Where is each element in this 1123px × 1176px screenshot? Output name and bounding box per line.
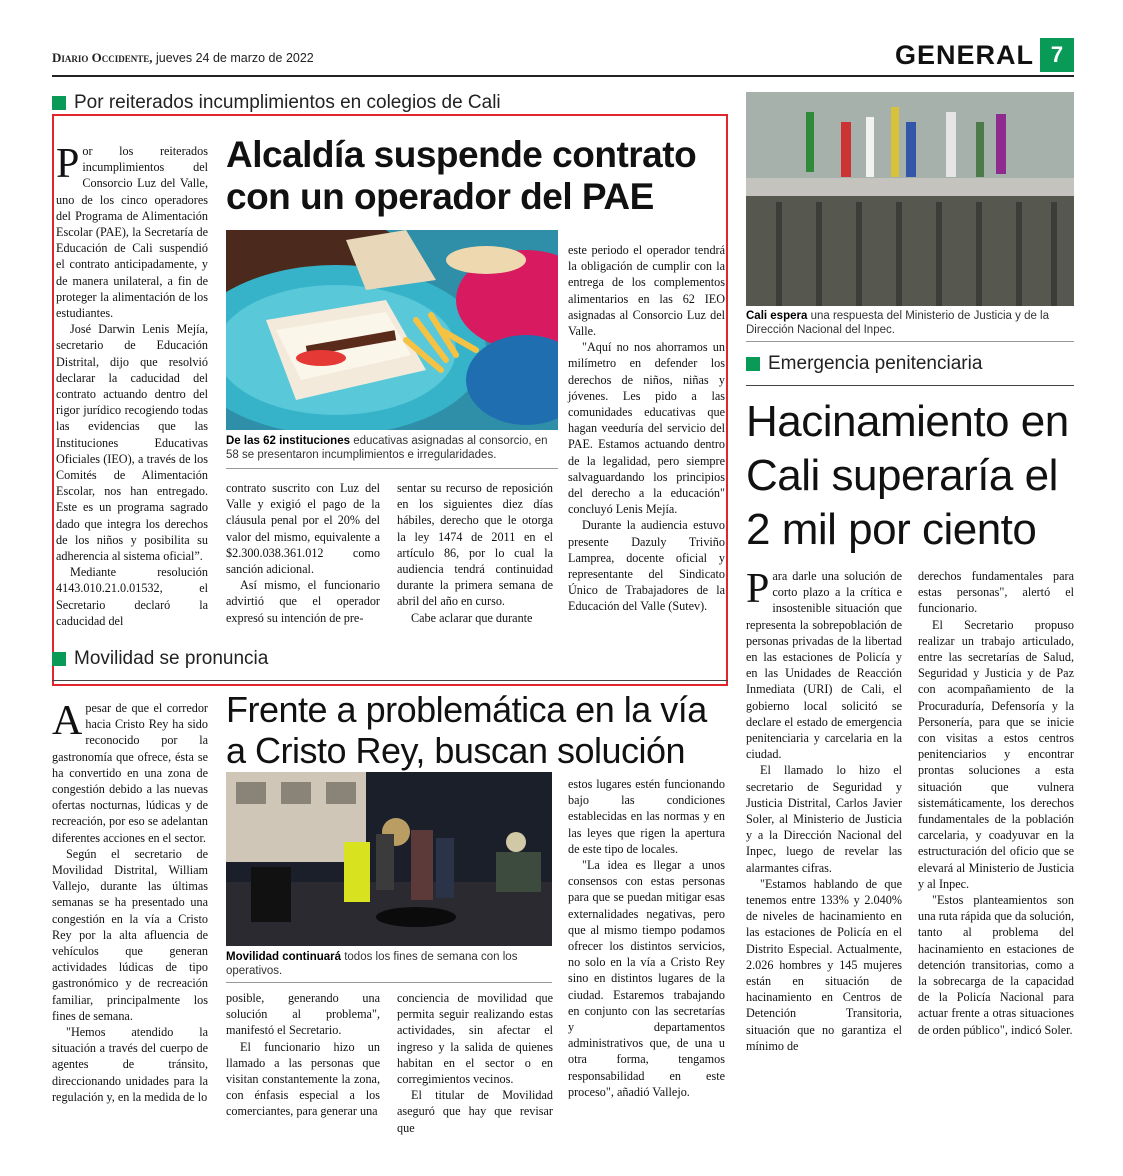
school-meal-photo (226, 230, 558, 430)
movilidad-col-1: Apesar de que el corredor hacia Cristo Rey ha sido reconocido por la gastronomía que ofrece, ésta se ha convertido en una zona de congestión debido a las nuevas ofertas nocturnas, lúdicas y de recreación, por eso se adelantan diferentes acciones en el sector. Según el secretario de Movilidad Distrital, William Vallejo, durante las últimas semanas se ha presentado una congestión en la vía a Cristo Rey por la alta afluencia de vehículos que generan actividades lúdicas de tipo gastronómico y de recreación familiar, principalmente los fines de semana. "Hemos atendido la situación a través del cuerpo de agentes de tránsito, direccionando unidades para la regulación y, en la medida de lo (52, 698, 208, 1104)
prison-photo (746, 92, 1074, 306)
movilidad-col-4: estos lugares estén funcionando bajo las condiciones establecidas en las normas y en las leyes que rigen la apertura de este tipo de locales. "La idea es llegar a unos consensos con estas personas para que se puedan mitigar esas externalidades negativas, pero que al mismo tiempo podamos ofrecer los distintos servicios, no solo en la vía a Cristo Rey sino en distintos lugares de la ciudad. Estaremos trabajando en conjunto con las secretarías y departamentos administrativos que, de una u otra forma, tengamos responsabilidad en este proceso", añadió Vallejo. (568, 777, 725, 1099)
masthead: Diario Occidente, (52, 50, 153, 65)
kicker-penitenciaria-rule (746, 385, 1074, 386)
movilidad-caption-rule (226, 982, 552, 983)
movilidad-col-2: posible, generando una solución al problema", manifestó el Secretario. El funcionario hizo un llamado a las personas que visitan constantemente la zona, con énfasis especial a los comerciantes, para generar una (226, 991, 380, 1119)
prison-headline: Hacinamiento en Cali superaría el 2 mil por ciento (746, 397, 1069, 554)
dropcap: A (52, 698, 83, 744)
square-bullet-icon (746, 357, 760, 371)
traffic-operation-photo (226, 772, 552, 946)
pae-col-2: contrato suscrito con Luz del Valle y exigió el pago de la cláusula penal por el 20% del valor del mismo, equivalente a $2.300.038.361.012 como sanción adicional. Así mismo, el funcionario advirtió que el operador expresó su intención de pre- (226, 481, 380, 625)
kicker-movilidad: Movilidad se pronuncia (52, 648, 268, 670)
pae-col-3: sentar su recurso de reposición en los siguientes diez días hábiles, derecho que le otorga la ley 1474 de 2011 en el artículo 86, por lo cual la audiencia tendrá continuidad durante la primera semana de abril del año en curso. Cabe aclarar que durante (397, 481, 553, 625)
pae-headline: Alcaldía suspende contrato con un operador del PAE (226, 134, 697, 217)
movilidad-col-3: conciencia de movilidad que permita seguir realizando estas actividades, sin afectar el ingreso y la salida de quienes habitan en el sector o en corregimientos vecinos. El titular de Movilidad aseguró que hay que revisar que (397, 991, 553, 1135)
masthead-line (52, 50, 314, 66)
prison-caption: Cali espera una respuesta del Ministerio de Justicia y de la Dirección Nacional del Inpec. (746, 310, 1050, 336)
movilidad-headline: Frente a problemática en la vía a Cristo Rey, buscan solución (226, 689, 707, 771)
issue-date: jueves 24 de marzo de 2022 (156, 51, 314, 65)
dropcap: P (746, 566, 770, 612)
pae-caption: De las 62 instituciones educativas asignadas al consorcio, en 58 se presentaron incumplimientos e irregularidades. (226, 435, 548, 461)
dropcap: P (56, 141, 80, 187)
pae-col-1: Por los reiterados incumplimientos del Consorcio Luz del Valle, uno de los cinco operadores del Programa de Alimentación Escolar (PAE), la Secretaría de Educación de Cali suspendió el contrato anticipadamente, y de manera unilateral, a fin de proteger la alimentación de los estudiantes. José Darwin Lenis Mejía, secretario de Educación Distrital, dijo que resolvió declarar la caducidad del contrato actuando dentro del rigor jurídico recogiendo todas las evidencias que las Instituciones Educativas Oficiales (IEO), a través de los Comités de Alimentación Escolar, nos han entregado. Este es un programa sagrado dado que integra los derechos de los niños y posibilita su adherencia al sistema oficial”. Mediante resolución 4143.010.21.0.01532, el Secretario declaró la caducidad del (56, 141, 208, 628)
prison-caption-rule (746, 341, 1074, 342)
section-title: GENERAL (895, 40, 1035, 70)
pae-caption-rule (226, 468, 558, 469)
square-bullet-icon (52, 652, 66, 666)
pae-col-4: este periodo el operador tendrá la obligación de cumplir con la entrega de los complementos alimentarios en las 62 IEO asignadas al Consorcio Luz del Valle. "Aquí no nos ahorramos un milímetro en defender los derechos de niños, niñas y jóvenes. Les pido a las comunidades educativas que hagan veeduría del servicio del PAE. Estamos actuando dentro de la legalidad, pero siempre salvaguardando los principios del derecho a la educación" concluyó Lenis Mejía. Durante la audiencia estuvo presente Dazuly Triviño Lamprea, docente oficial y representante del Sindicato Único de Trabajadores de la Educación del Valle (Sutev). (568, 243, 725, 614)
square-bullet-icon (52, 96, 66, 110)
kicker-pae: Por reiterados incumplimientos en colegios de Cali (52, 92, 501, 114)
prison-col-2: derechos fundamentales para estas personas", alertó el funcionario. El Secretario propuso realizar un trabajo articulado, entre las secretarías de Salud, Seguridad y Justicia y de Paz con acompañamiento de la Procuraduría, Defensoría y la Personería, para que se inicie con visitas a estos centros penitenciarios y encontrar prontas soluciones a esta situación que vulnera sistemáticamente, los derechos fundamentales de la población carcelaria, y coadyuvar en la estructuración del oficio que se elevará al Ministerio de Justicia y al Inpec. "Estos planteamientos son una ruta rápida que da solución, tanto al problema del hacinamiento en estaciones de detención transitorias, como a la sobrecarga de la capacidad de la Policía Nacional para actuar frente a otras situaciones de orden público", indicó Soler. (918, 569, 1074, 1037)
header-rule (52, 75, 1074, 77)
page-number: 7 (1040, 38, 1074, 72)
movilidad-caption: Movilidad continuará todos los fines de semana con los operativos. (226, 951, 518, 977)
kicker-penitenciaria: Emergencia penitenciaria (746, 353, 982, 375)
prison-col-1: Para darle una solución de corto plazo a la crítica e insostenible situación que representa la sobrepoblación de personas privadas de la libertad en las estaciones de Policía y en las Unidades de Reacción Inmediata (URI) de Cali, el gobierno local solicitó se declare el estado de emergencia penitenciaria y carcelaria en la ciudad. El llamado lo hizo el secretario de Seguridad y Justicia Distrital, Carlos Javier Soler, al Ministerio de Justicia y a la Dirección Nacional del Inpec, luego de revelar las alarmantes cifras. "Estamos hablando de que tenemos entre 133% y 2.040% de niveles de hacinamiento en las estaciones de Policía en el Distrito Especial. Actualmente, 2.026 hombres y 145 mujeres están en situación de hacinamiento en Centros de Detención Transitoria, situación que no garantiza el mínimo de (746, 566, 902, 1053)
kicker-movilidad-rule (52, 680, 728, 681)
